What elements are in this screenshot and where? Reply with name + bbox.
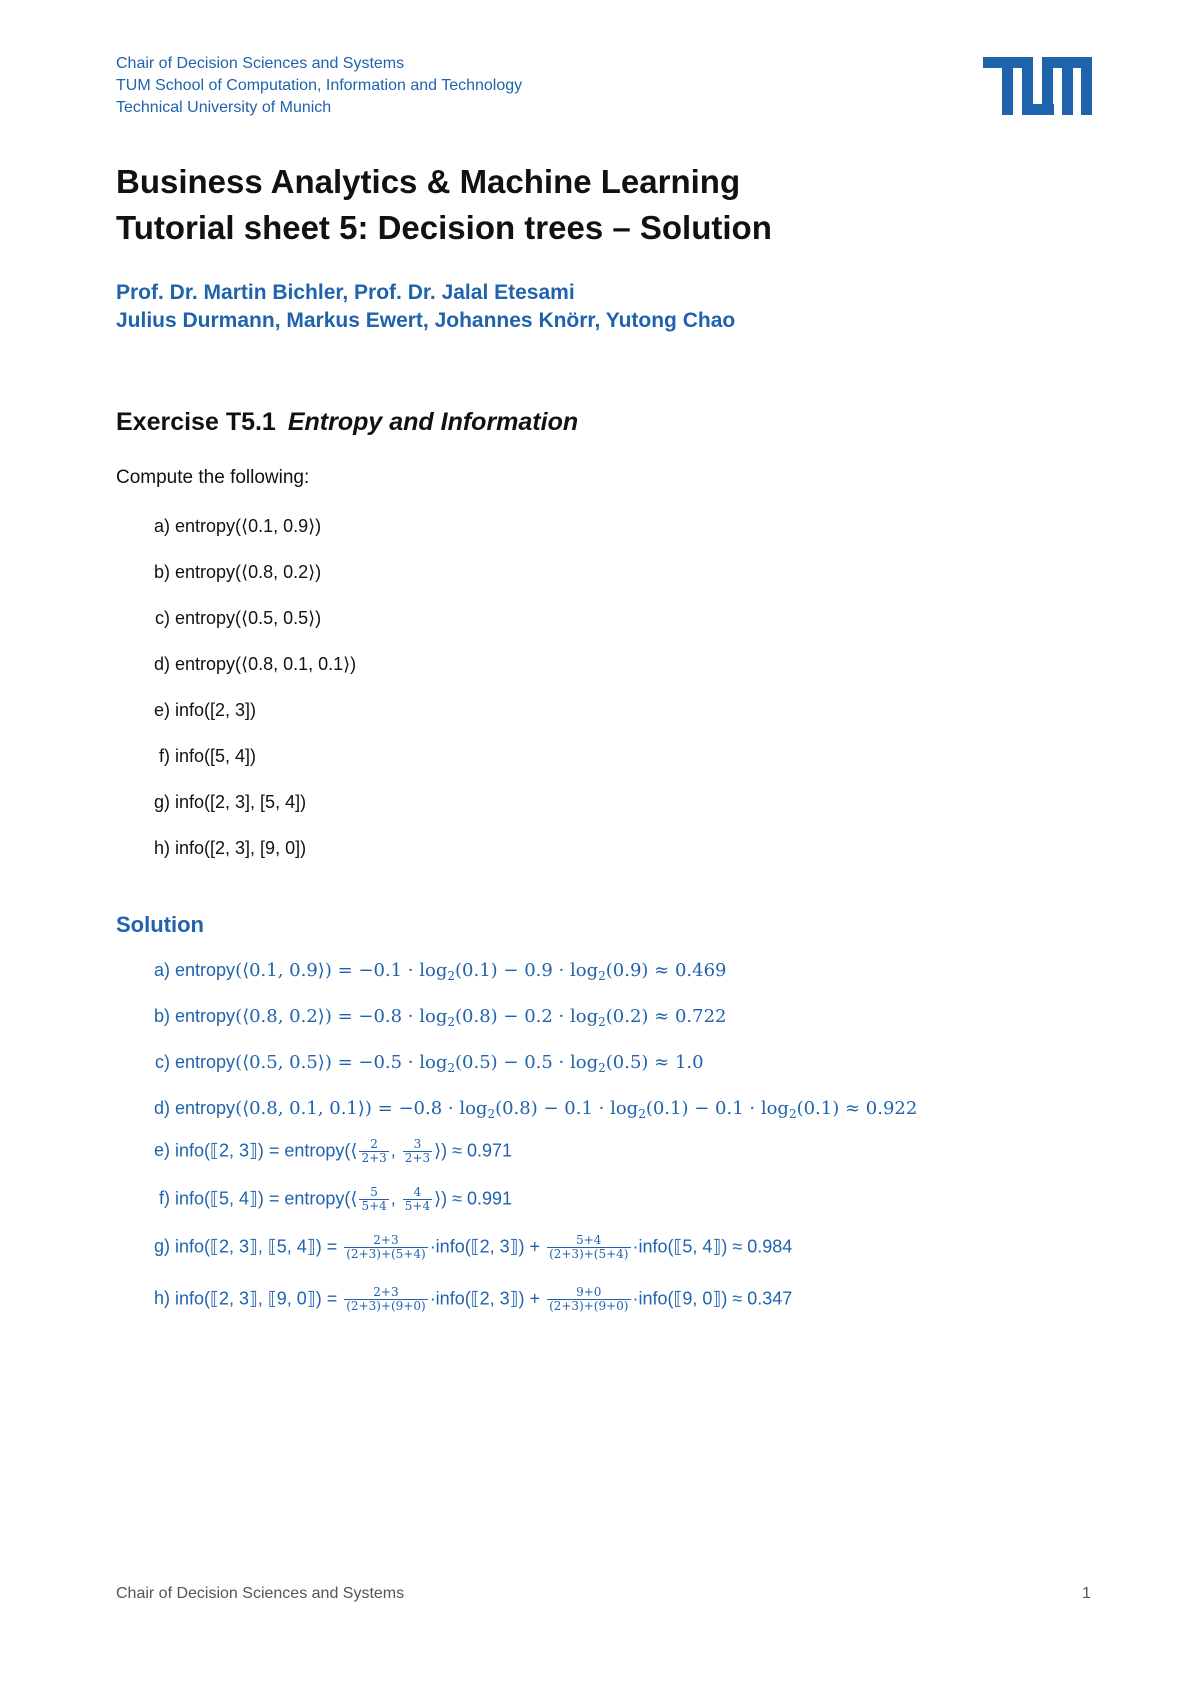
solution-item: d ) entropy(⟨0.8, 0.1, 0.1⟩) = $-0.8 \cdot \log_2(0.8) - 0.1 \cdot \log_2(0.1) - 0.1 \cdot \log_2(0.1) \approx 0.922$ <box>139 1098 917 1121</box>
exercise-item: h ) info([2, 3], [9, 0]) <box>139 838 306 859</box>
exercise-item: e ) info([2, 3]) <box>139 700 256 721</box>
solution-item: a ) entropy(⟨0.1, 0.9⟩) = $-0.1 \cdot \log_2(0.1) - 0.9 \cdot \log_2(0.9) \approx 0.469$ <box>139 960 727 983</box>
header-chair: Chair of Decision Sciences and Systems <box>116 55 405 72</box>
tum-logo <box>983 57 1092 115</box>
page-number: 1 <box>1082 1585 1091 1602</box>
solution-item: h ) info(⟦2, 3⟧, ⟦9, 0⟧) = $\frac{2+3}{(2+3)+(9+0)}$ ·info(⟦2, 3⟧) + $\frac{9+0}{(2+3)+(9+0)}$ ·info(⟦9, 0⟧) ≈ 0.347 <box>139 1286 792 1313</box>
solution-item: g ) info(⟦2, 3⟧, ⟦5, 4⟧) = $\frac{2+3}{(2+3)+(5+4)}$ ·info(⟦2, 3⟧) + $\frac{5+4}{(2+3)+(5+4)}$ ·info(⟦5, 4⟧) ≈ 0.984 <box>139 1234 792 1261</box>
page-title-line1: Business Analytics & Machine Learning <box>116 163 741 200</box>
exercise-item: c ) entropy(⟨0.5, 0.5⟩) <box>139 608 321 629</box>
exercise-intro: Compute the following: <box>116 467 310 488</box>
solution-item: b ) entropy(⟨0.8, 0.2⟩) = $-0.8 \cdot \log_2(0.8) - 0.2 \cdot \log_2(0.2) \approx 0.722$ <box>139 1006 727 1029</box>
exercise-item: f ) info([5, 4]) <box>139 746 256 767</box>
authors-line2: Julius Durmann, Markus Ewert, Johannes Knörr, Yutong Chao <box>116 309 736 332</box>
exercise-heading <box>116 408 578 437</box>
exercise-item: d ) entropy(⟨0.8, 0.1, 0.1⟩) <box>139 654 356 675</box>
exercise-item: b ) entropy(⟨0.8, 0.2⟩) <box>139 562 321 583</box>
solution-heading: Solution <box>116 912 204 937</box>
exercise-item: a ) entropy(⟨0.1, 0.9⟩) <box>139 516 321 537</box>
exercise-number: Exercise T5.1 <box>116 408 276 436</box>
solution-item: f ) info(⟦5, 4⟧) = entropy(⟨ $\frac{5}{5+4}$ , $\frac{4}{5+4}$ ⟩) ≈ 0.991 <box>139 1186 512 1213</box>
exercise-name: Entropy and Information <box>287 408 579 436</box>
header-school: TUM School of Computation, Information and Technology <box>116 77 523 94</box>
footer-text: Chair of Decision Sciences and Systems <box>116 1585 405 1602</box>
page-title-line2: Tutorial sheet 5: Decision trees – Solution <box>116 209 772 246</box>
exercise-item: g ) info([2, 3], [5, 4]) <box>139 792 306 813</box>
solution-item: c ) entropy(⟨0.5, 0.5⟩) = $-0.5 \cdot \log_2(0.5) - 0.5 \cdot \log_2(0.5) \approx 1.0$ <box>139 1052 704 1075</box>
solution-item: e ) info(⟦2, 3⟧) = entropy(⟨ $\frac{2}{2+3}$ , $\frac{3}{2+3}$ ⟩) ≈ 0.971 <box>139 1138 512 1165</box>
authors-line1: Prof. Dr. Martin Bichler, Prof. Dr. Jalal Etesami <box>116 281 575 304</box>
header-university: Technical University of Munich <box>116 99 332 116</box>
